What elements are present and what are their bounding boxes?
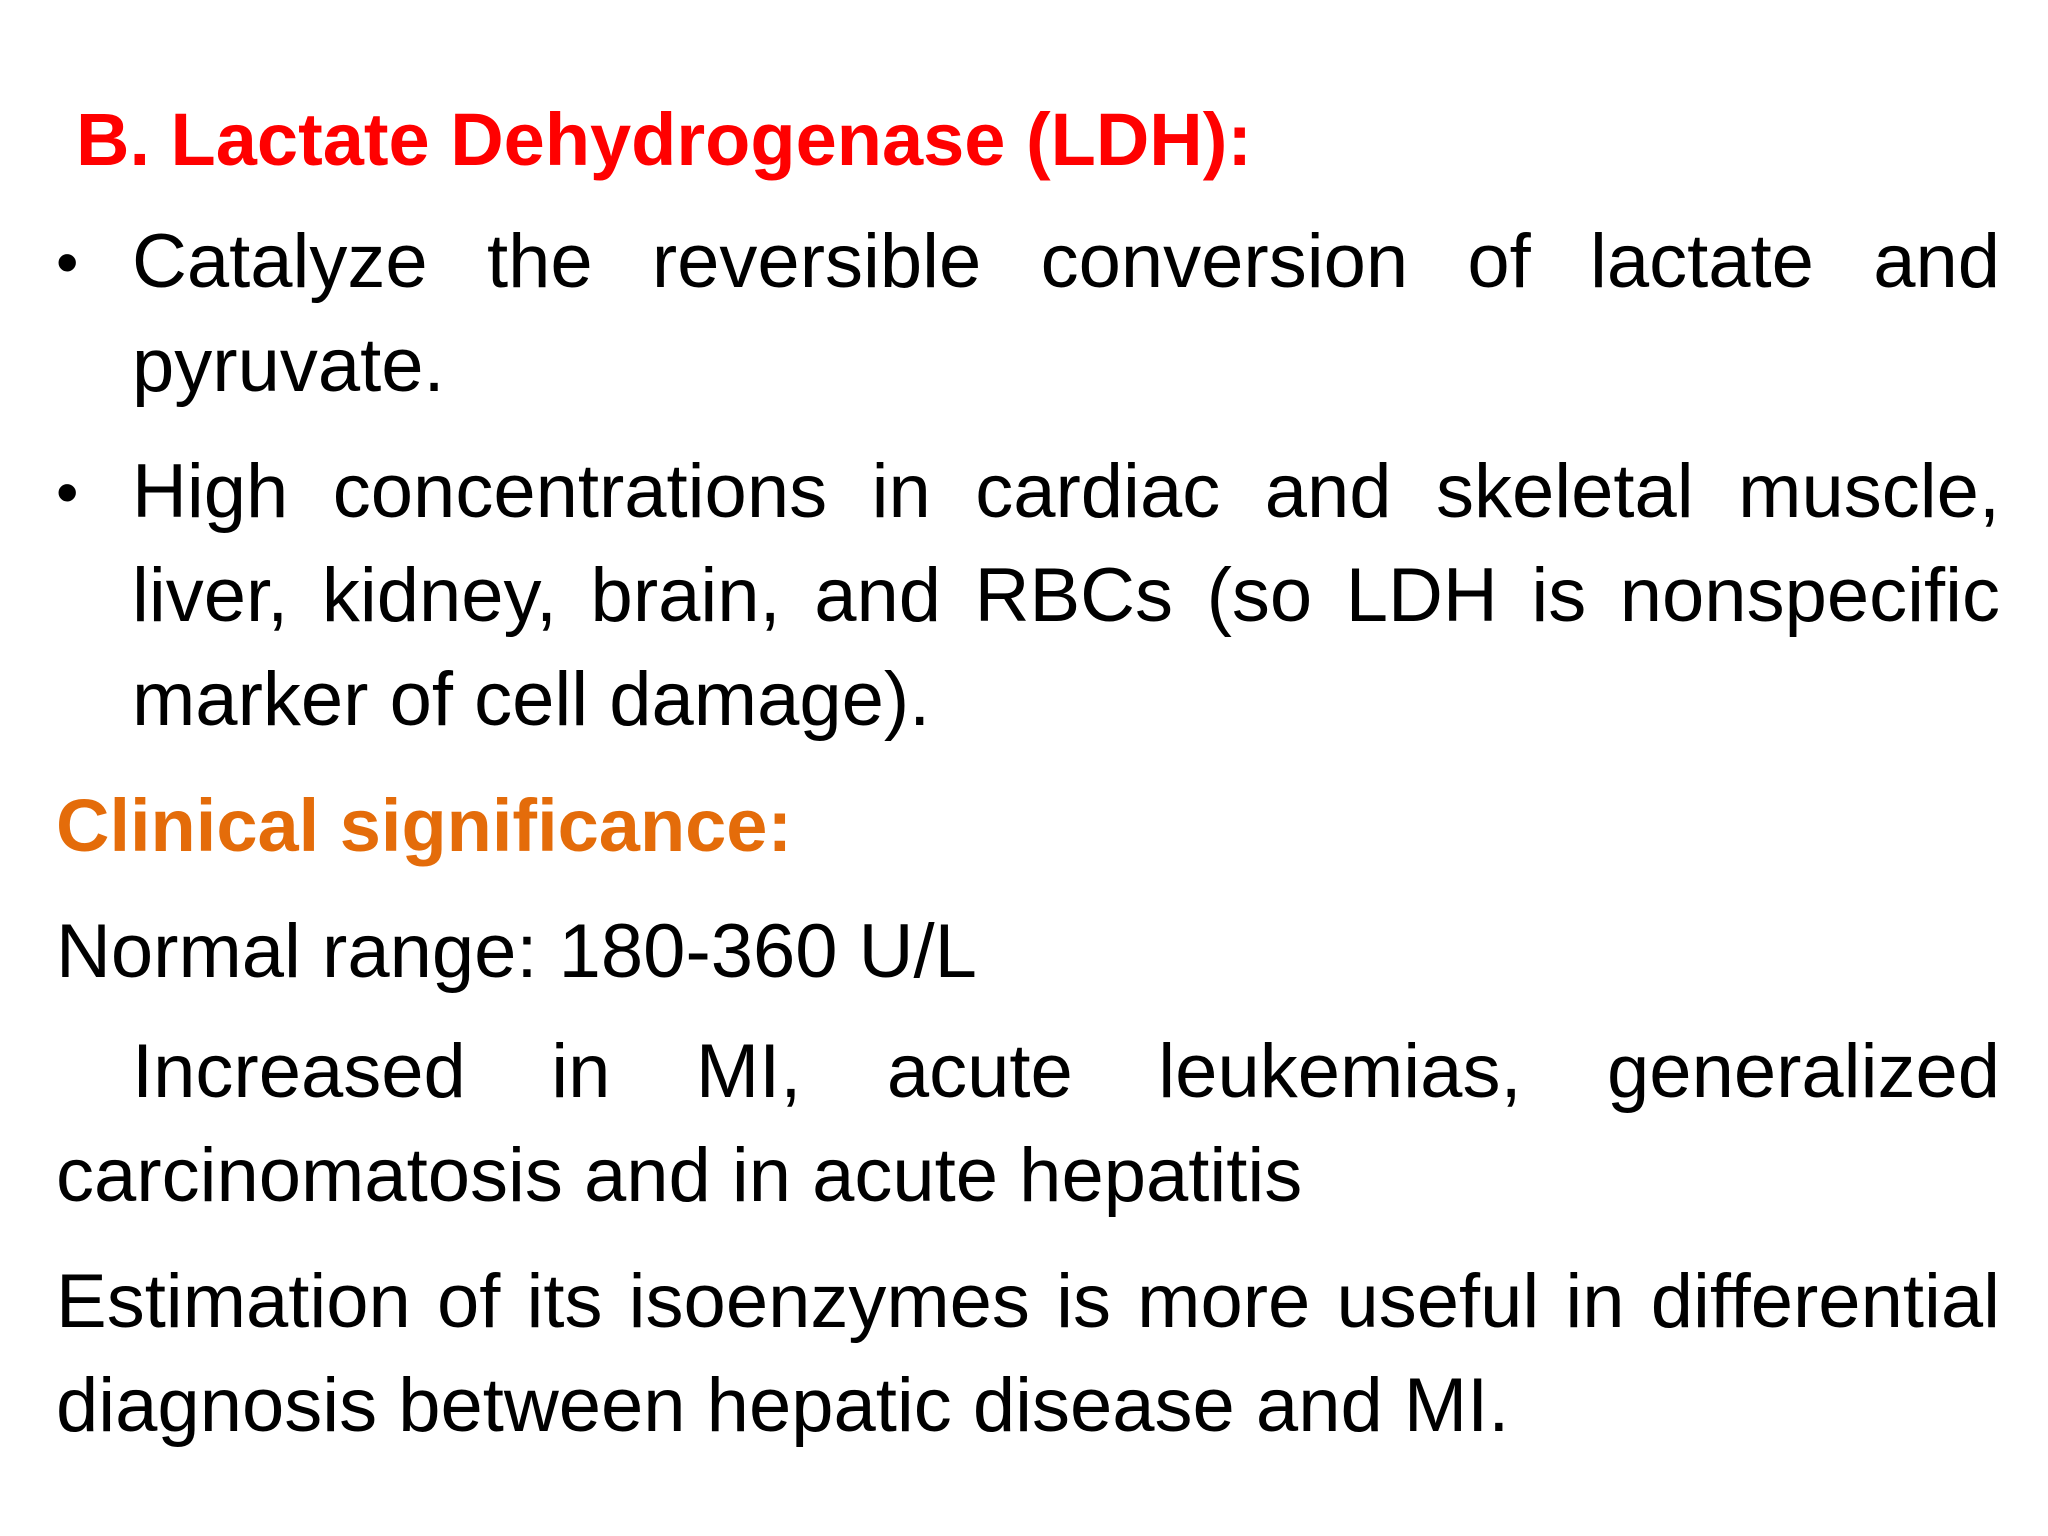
increased-in-text: Increased in MI, acute leukemias, generalized carcinomatosis and in acute hepatitis [56,1029,2000,1218]
slide-title: B. Lactate Dehydrogenase (LDH): [76,98,1252,181]
bullet-dot-icon: • [56,456,79,528]
normal-range-text: Normal range: 180-360 U/L [56,909,977,994]
clinical-significance-heading: Clinical significance: [56,784,793,867]
bullet-text-1: Catalyze the reversible conversion of lactate and pyruvate. [132,219,2000,408]
bullet-dot-icon: • [56,226,79,298]
estimation-text: Estimation of its isoenzymes is more useful in differential diagnosis between hepatic disease and MI. [56,1259,2000,1448]
bullet-text-2: High concentrations in cardiac and skeletal muscle, liver, kidney, brain, and RBCs (so LDH is nonspecific marker of cell damage). [132,449,2000,742]
bullet-item-2 [56,440,2000,752]
bullet-item-1 [56,210,2000,418]
